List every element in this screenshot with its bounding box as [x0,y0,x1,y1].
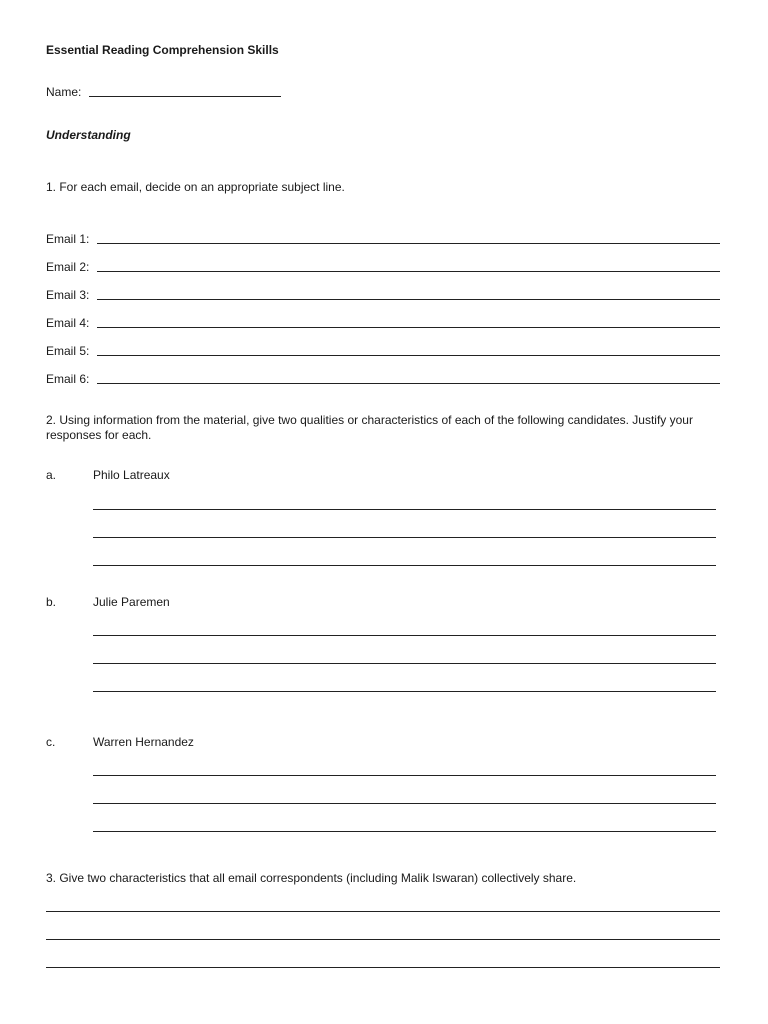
email-3-subject-line[interactable] [97,299,720,300]
candidate-b-answer-line[interactable] [93,663,716,664]
candidate-b-letter: b. [46,595,57,609]
email-5-label: Email 5: [46,344,90,358]
candidate-a-answer-line[interactable] [93,509,716,510]
email-5-subject-line[interactable] [97,355,720,356]
question-1-prompt: 1. For each email, decide on an appropriate subject line. [46,180,345,194]
name-field[interactable] [89,96,281,97]
page-title: Essential Reading Comprehension Skills [46,43,279,57]
candidate-a-name: Philo Latreaux [93,468,170,482]
candidate-c-answer-line[interactable] [93,775,716,776]
candidate-b-name: Julie Paremen [93,595,170,609]
candidate-b-answer-line[interactable] [93,635,716,636]
question-3-answer-line[interactable] [46,911,720,912]
candidate-c-letter: c. [46,735,56,749]
candidate-c-answer-line[interactable] [93,831,716,832]
question-3-prompt: 3. Give two characteristics that all email correspondents (including Malik Iswaran) collectively share. [46,871,577,885]
candidate-c-name: Warren Hernandez [93,735,194,749]
email-2-label: Email 2: [46,260,90,274]
name-label: Name: [46,85,82,99]
email-1-subject-line[interactable] [97,243,720,244]
candidate-b-answer-line[interactable] [93,691,716,692]
email-6-label: Email 6: [46,372,90,386]
candidate-a-answer-line[interactable] [93,565,716,566]
email-4-subject-line[interactable] [97,327,720,328]
email-2-subject-line[interactable] [97,271,720,272]
section-heading: Understanding [46,128,131,142]
question-2-prompt: 2. Using information from the material, give two qualities or characteristics of each of the following candidates. Justify your responses for each. [46,413,693,442]
candidate-c-answer-line[interactable] [93,803,716,804]
candidate-a-letter: a. [46,468,57,482]
question-3-answer-line[interactable] [46,967,720,968]
email-3-label: Email 3: [46,288,90,302]
email-1-label: Email 1: [46,232,90,246]
candidate-a-answer-line[interactable] [93,537,716,538]
email-6-subject-line[interactable] [97,383,720,384]
email-4-label: Email 4: [46,316,90,330]
question-3-answer-line[interactable] [46,939,720,940]
